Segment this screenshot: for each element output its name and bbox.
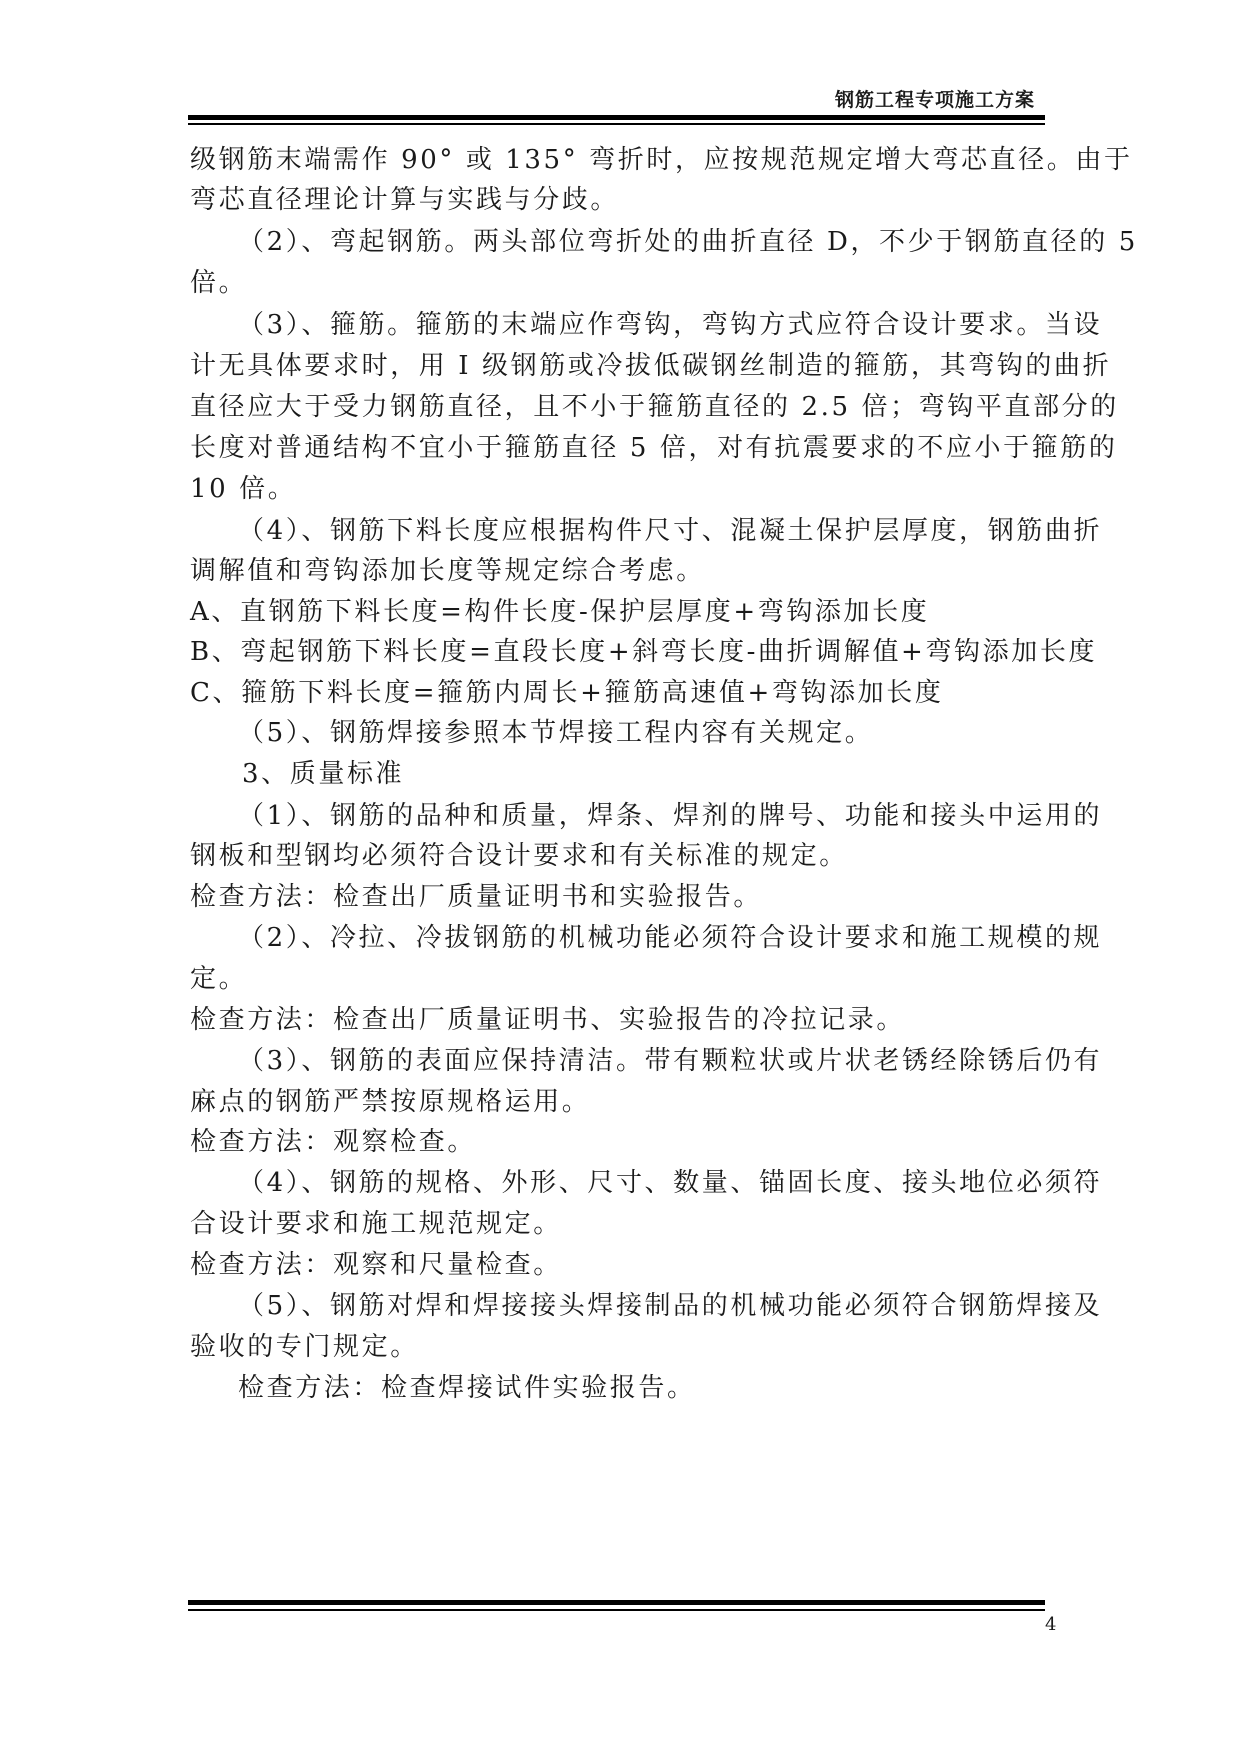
body-line: （2）、冷拉、冷拔钢筋的机械功能必须符合设计要求和施工规模的规: [238, 923, 1103, 953]
body-line: 计无具体要求时，用 I 级钢筋或冷拔低碳钢丝制造的箍筋，其弯钩的曲折: [190, 351, 1112, 381]
body-line: 倍。: [190, 268, 248, 298]
body-line: B、弯起钢筋下料长度=直段长度+斜弯长度-曲折调解值+弯钩添加长度: [190, 637, 1098, 667]
body-line: （1）、钢筋的品种和质量，焊条、焊剂的牌号、功能和接头中运用的: [238, 801, 1103, 831]
body-line: （2）、弯起钢筋。两头部位弯折处的曲折直径 D，不少于钢筋直径的 5: [238, 227, 1138, 257]
body-line: 10 倍。: [190, 474, 297, 504]
header-title: 钢筋工程专项施工方案: [834, 89, 1035, 111]
body-line: 调解值和弯钩添加长度等规定综合考虑。: [190, 556, 705, 586]
body-line: 定。: [190, 964, 248, 994]
body-line: C、箍筋下料长度=箍筋内周长+箍筋高速值+弯钩添加长度: [190, 678, 944, 708]
body-line: 弯芯直径理论计算与实践与分歧。: [190, 185, 620, 215]
body-line: （5）、钢筋焊接参照本节焊接工程内容有关规定。: [238, 718, 874, 748]
body-line: 检查方法：观察和尺量检查。: [190, 1250, 562, 1280]
body-line: （3）、箍筋。箍筋的末端应作弯钩，弯钩方式应符合设计要求。当设: [238, 310, 1103, 340]
body-line: 检查方法：观察检查。: [190, 1127, 477, 1157]
body-line: 3、质量标准: [242, 759, 405, 789]
body-line: 钢板和型钢均必须符合设计要求和有关标准的规定。: [190, 841, 848, 871]
body-line: 检查方法：检查出厂质量证明书和实验报告。: [190, 882, 763, 912]
body-line: 直径应大于受力钢筋直径，且不小于箍筋直径的 2.5 倍；弯钩平直部分的: [190, 392, 1119, 422]
body-line: 合设计要求和施工规范规定。: [190, 1209, 562, 1239]
footer-rule-thick: [188, 1600, 1045, 1605]
body-line: 级钢筋末端需作 90° 或 135° 弯折时，应按规范规定增大弯芯直径。由于: [190, 145, 1133, 175]
body-line: （3）、钢筋的表面应保持清洁。带有颗粒状或片状老锈经除锈后仍有: [238, 1046, 1103, 1076]
body-line: （4）、钢筋下料长度应根据构件尺寸、混凝土保护层厚度，钢筋曲折: [238, 516, 1103, 546]
body-line: 长度对普通结构不宜小于箍筋直径 5 倍，对有抗震要求的不应小于箍筋的: [190, 433, 1118, 463]
body-line: 麻点的钢筋严禁按原规格运用。: [190, 1087, 591, 1117]
page-number: 4: [1045, 1614, 1057, 1635]
body-line: A、直钢筋下料长度=构件长度-保护层厚度+弯钩添加长度: [190, 597, 930, 627]
body-line: 检查方法：检查出厂质量证明书、实验报告的冷拉记录。: [190, 1005, 906, 1035]
body-line: 检查方法：检查焊接试件实验报告。: [238, 1373, 696, 1403]
body-line: （5）、钢筋对焊和焊接接头焊接制品的机械功能必须符合钢筋焊接及: [238, 1291, 1103, 1321]
body-line: 验收的专门规定。: [190, 1332, 419, 1362]
body-line: （4）、钢筋的规格、外形、尺寸、数量、锚固长度、接头地位必须符: [238, 1168, 1103, 1198]
footer-rule-thin: [188, 1609, 1045, 1611]
